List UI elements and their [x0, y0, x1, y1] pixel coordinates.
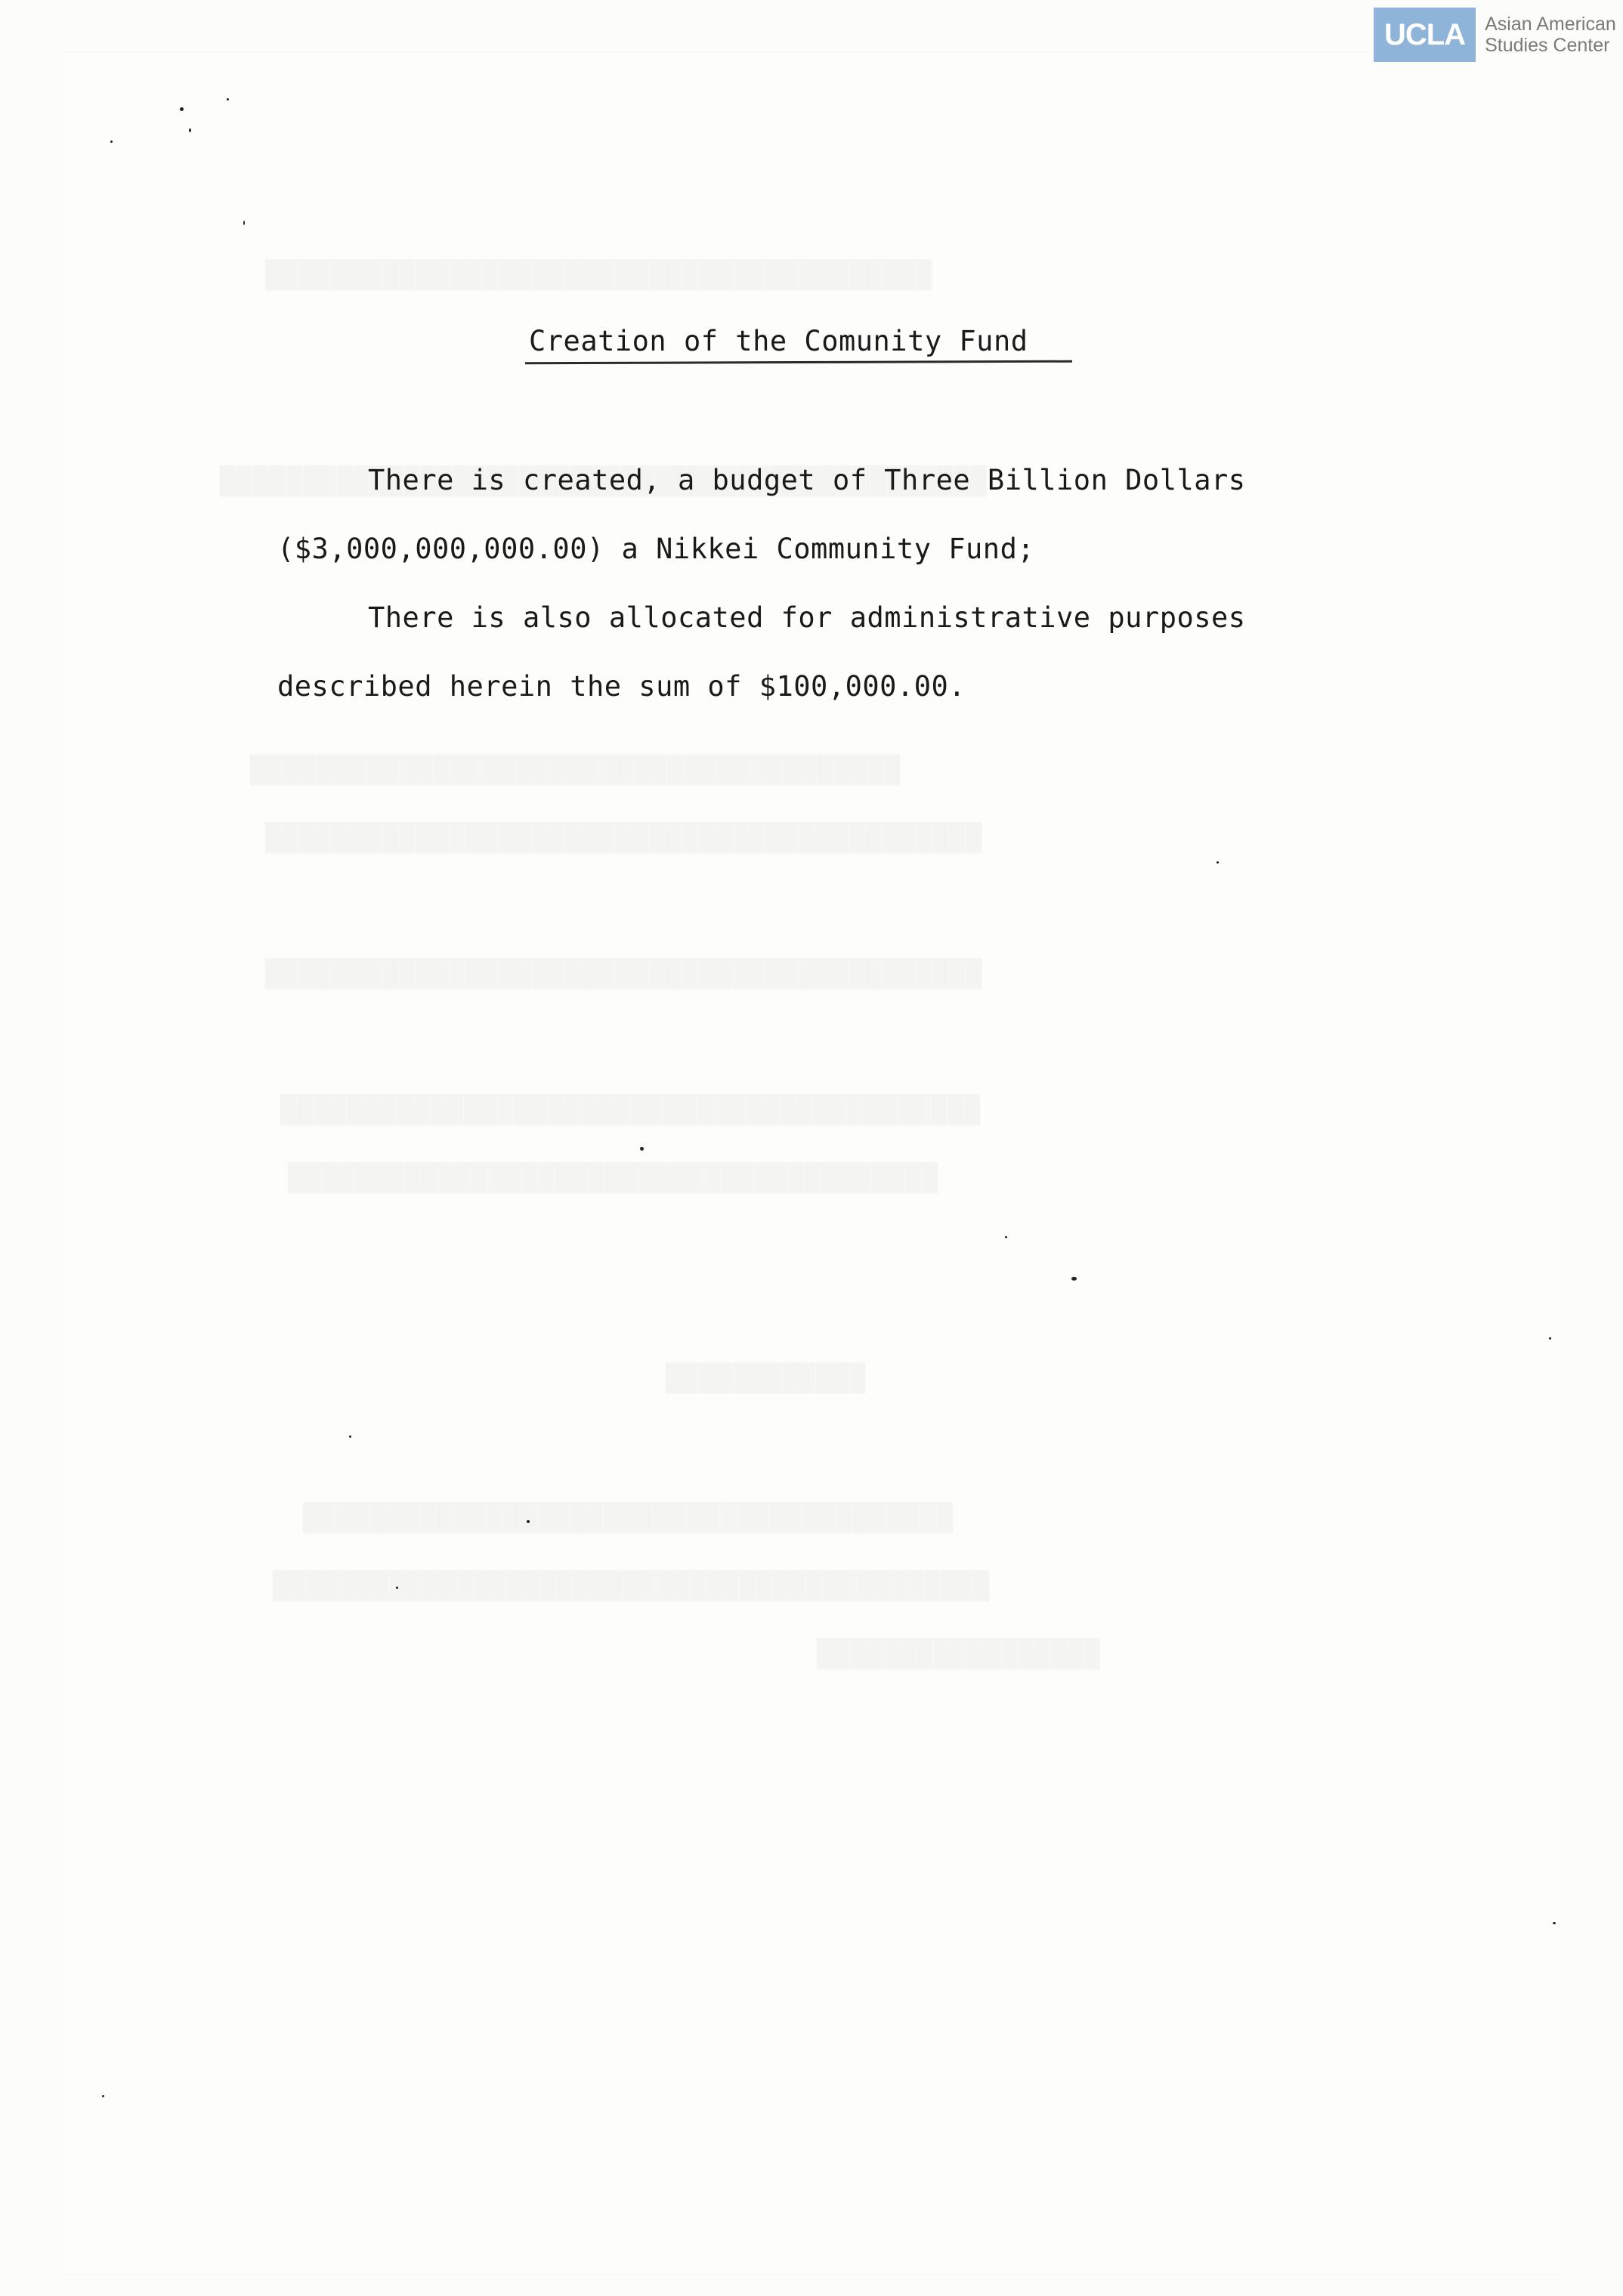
bleed-through-text	[264, 824, 982, 854]
dust-speck	[1553, 1922, 1556, 1924]
paragraph-line: ($3,000,000,000.00) a Nikkei Community Fund;	[277, 533, 1035, 565]
paragraph-line: There is also allocated for administrative purposes	[368, 601, 1246, 634]
paragraph-line: There is created, a budget of Three Billion Dollars	[368, 464, 1246, 496]
bleed-through-text	[272, 1571, 989, 1602]
paragraph-line: described herein the sum of $100,000.00.	[277, 670, 966, 703]
dust-speck	[189, 128, 191, 132]
dust-speck	[102, 2095, 104, 2097]
document-title: Creation of the Comunity Fund	[529, 325, 1028, 357]
dust-speck	[396, 1587, 398, 1589]
dust-speck	[227, 98, 229, 100]
dust-speck	[527, 1520, 530, 1523]
dust-speck	[349, 1435, 351, 1438]
bleed-through-text	[264, 959, 982, 990]
bleed-through-text	[280, 1095, 980, 1126]
dust-speck	[110, 141, 113, 143]
logo-caption-line2: Studies Center	[1485, 35, 1610, 56]
bleed-through-text	[665, 1364, 865, 1394]
logo-caption-line1: Asian American	[1485, 14, 1616, 35]
bleed-through-text	[287, 1163, 938, 1194]
logo-caption	[1485, 14, 1616, 56]
bleed-through-text	[264, 261, 932, 291]
bleed-through-text	[302, 1503, 953, 1534]
bleed-through-text	[816, 1639, 1099, 1670]
ucla-aasc-logo	[1374, 8, 1616, 62]
ucla-logo-mark: UCLA	[1374, 8, 1476, 62]
dust-speck	[1549, 1337, 1551, 1340]
dust-speck	[1216, 861, 1219, 864]
dust-speck	[1005, 1236, 1007, 1238]
dust-speck	[640, 1147, 644, 1151]
dust-speck	[180, 107, 184, 111]
dust-speck	[1071, 1277, 1077, 1281]
bleed-through-text	[249, 756, 900, 786]
dust-speck	[243, 221, 245, 225]
